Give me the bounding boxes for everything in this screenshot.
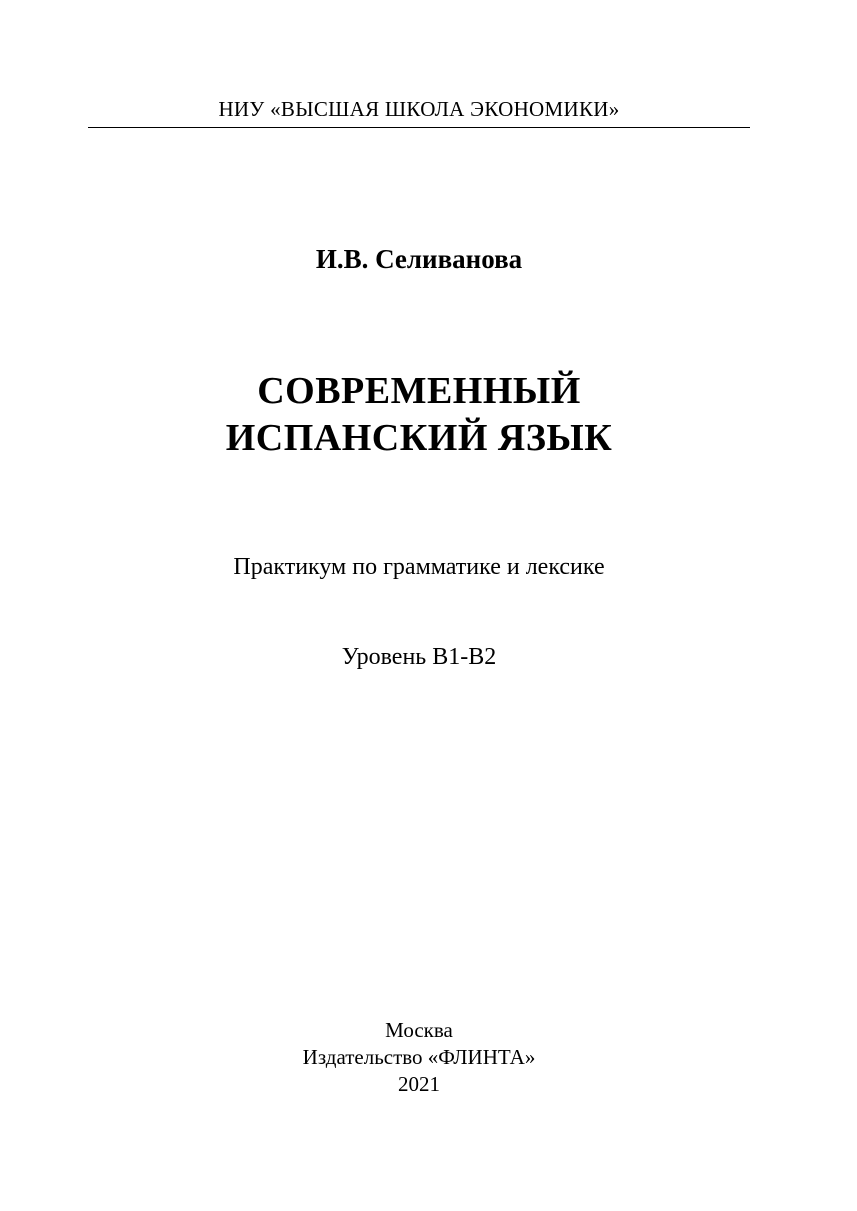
- book-title: [0, 368, 838, 462]
- book-title-line-2: ИСПАНСКИЙ ЯЗЫК: [225, 417, 613, 459]
- author-name: И.В. Селиванова: [315, 244, 523, 274]
- book-title-line-1: СОВРЕМЕННЫЙ: [257, 370, 581, 412]
- header-divider: [88, 127, 750, 128]
- imprint-year: 2021: [398, 1072, 440, 1096]
- imprint-city: Москва: [385, 1018, 453, 1042]
- imprint: [0, 1017, 838, 1098]
- institution-name: НИУ «ВЫСШАЯ ШКОЛА ЭКОНОМИКИ»: [218, 97, 620, 121]
- imprint-publisher: Издательство «ФЛИНТА»: [302, 1045, 536, 1069]
- book-subtitle: Практикум по грамматике и лексике: [233, 554, 605, 580]
- book-level: Уровень B1-B2: [341, 644, 497, 670]
